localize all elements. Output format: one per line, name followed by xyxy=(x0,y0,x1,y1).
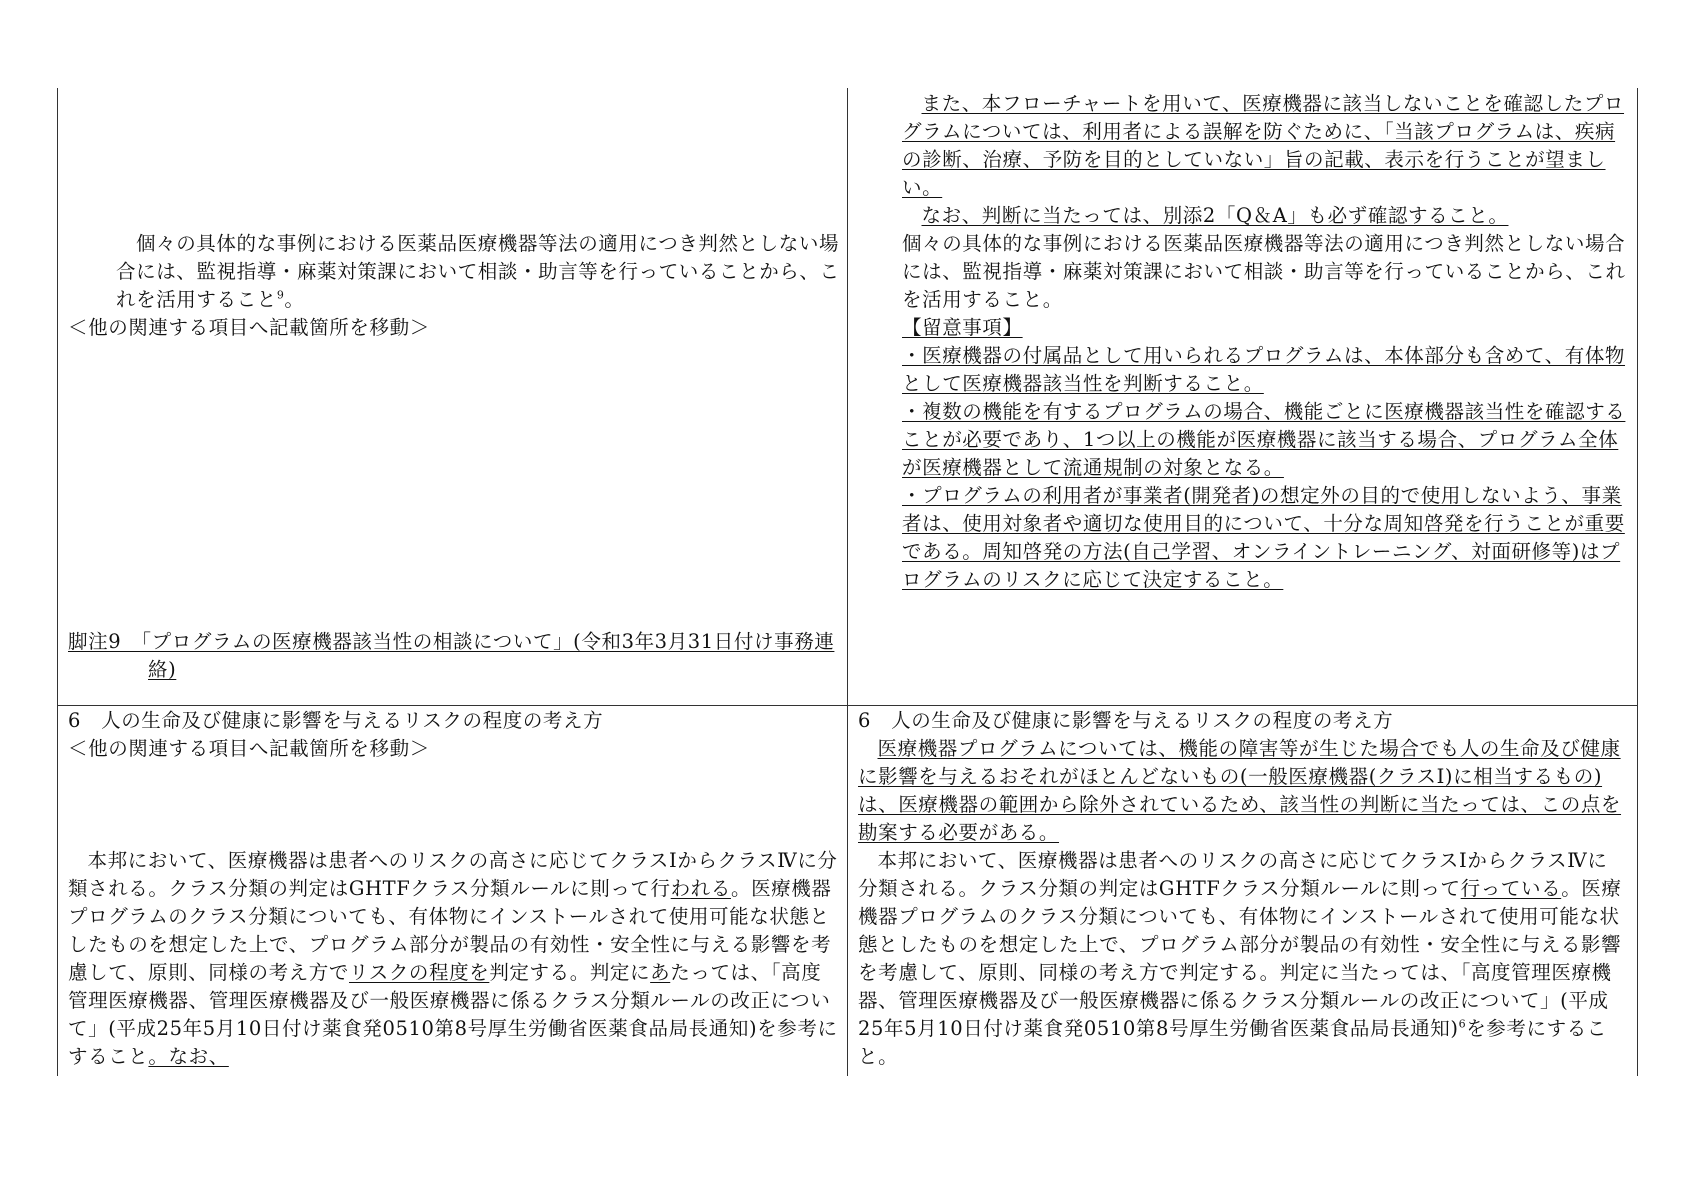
qa-reference-paragraph: なお、判断に当たっては、別添2「Q＆A」も必ず確認すること。 xyxy=(921,204,1509,227)
class-text-g: たっては、「高度管理医療機器、管理医療機器及び一般医療機器に係るクラス分類ルールの改正について」(平成25年5月10日付け薬食発0510第8号厚生労働省医薬食品局長通知)を参考にすること xyxy=(68,961,838,1068)
flowchart-paragraph: また、本フローチャートを用いて、医療機器に該当しないことを確認したプログラムについては、利用者による誤解を防ぐために、「当該プログラムは、疾病の診断、治療、予防を目的としていない」旨の記載、表示を行うことが望ましい。 xyxy=(902,92,1625,199)
consultation-end: 。 xyxy=(284,288,305,311)
top-left-cell xyxy=(68,230,840,342)
row-divider xyxy=(57,705,1638,706)
class-text-e: 判定する。判定に xyxy=(489,961,651,984)
note-accessory: ・医療機器の付属品として用いられるプログラムは、本体部分も含めて、有体物として医療機器該当性を判断すること。 xyxy=(902,344,1626,395)
consultation-text: 個々の具体的な事例における医薬品医療機器等法の適用につき判然としない場合には、監視指導・麻薬対策課において相談・助言等を行っていることから、これを活用すること xyxy=(116,232,840,311)
class-right-a: 本邦において、医療機器は患者へのリスクの高さに応じてクラスⅠからクラスⅣに分類される。クラス分類の判定はGHTFクラス分類ルールに則って xyxy=(858,849,1608,900)
class-paragraph-right xyxy=(858,847,1627,1071)
exclusion-paragraph: 医療機器プログラムについては、機能の障害等が生じた場合でも人の生命及び健康に影響を与えるおそれがほとんどないもの(一般医療機器(クラスⅠ)に相当するもの)は、医療機器の範囲から除外されているため、該当性の判断に当たっては、この点を勘案する必要がある。 xyxy=(858,737,1622,844)
bottom-right-cell xyxy=(858,707,1627,1071)
moved-note: ＜他の関連する項目へ記載箇所を移動＞ xyxy=(68,316,430,339)
bottom-left-cell xyxy=(68,707,840,1071)
consultation-paragraph-right: 個々の具体的な事例における医薬品医療機器等法の適用につき判然としない場合には、監視指導・麻薬対策課において相談・助言等を行っていることから、これを活用すること。 xyxy=(902,232,1626,311)
class-right-c: 。医療機器プログラムのクラス分類についても、有体物にインストールされて使用可能な状態としたものを想定した上で、プログラム部分が製品の有効性・安全性に与える影響を考慮して、原則、同様の考え方で判定する。判定に当たっては、「高度管理医療機器、管理医療機器及び一般医療機器に係るクラス分類ルールの改正について」(平成25年5月10日付け薬食発0510第8号厚生労働省医薬食品局長通知) xyxy=(858,877,1622,1040)
footnote-ref: 9 xyxy=(276,288,285,302)
footnote-9: 脚注9 「プログラムの医療機器該当性の相談について」(令和3年3月31日付け事務連絡) xyxy=(68,630,835,681)
class-text-f: あ xyxy=(650,961,671,984)
left-border xyxy=(57,88,58,1076)
section-6-heading-right: 6 人の生命及び健康に影響を与えるリスクの程度の考え方 xyxy=(858,709,1394,732)
section-6-heading-left: 6 人の生命及び健康に影響を与えるリスクの程度の考え方 xyxy=(68,709,604,732)
notes-heading: 【留意事項】 xyxy=(902,316,1023,339)
footnote-ref-6: 6 xyxy=(1458,1017,1467,1031)
footnote-cell xyxy=(68,628,840,684)
class-text-h: 。なお、 xyxy=(148,1045,229,1068)
note-user-awareness: ・プログラムの利用者が事業者(開発者)の想定外の目的で使用しないよう、事業者は、使用対象者や適切な使用目的について、十分な周知啓発を行うことが重要である。周知啓発の方法(自己学習、オンライントレーニング、対面研修等)はプログラムのリスクに応じて決定すること。 xyxy=(902,484,1625,591)
class-text-d: リスクの程度を xyxy=(349,961,490,984)
class-text-a: 本邦において、医療機器は患者へのリスクの高さに応じてクラスⅠからクラスⅣに分類される。クラス分類の判定はGHTFクラス分類ルールに則って行 xyxy=(68,849,838,900)
class-paragraph-left xyxy=(68,847,840,1071)
class-right-b: 行っている xyxy=(1460,877,1562,900)
class-text-b: われる xyxy=(670,877,731,900)
note-multiple-functions: ・複数の機能を有するプログラムの場合、機能ごとに医療機器該当性を確認することが必要であり、1つ以上の機能が医療機器に該当する場合、プログラム全体が医療機器として流通規制の対象となる。 xyxy=(902,400,1626,479)
consultation-paragraph xyxy=(68,230,840,314)
class-right-d: を参考にすること。 xyxy=(858,1017,1607,1068)
class-text-c: 。医療機器プログラムのクラス分類についても、有体物にインストールされて使用可能な状態としたものを想定した上で、プログラム部分が製品の有効性・安全性に与える影響を考慮して、原則、同様の考え方で xyxy=(68,877,832,984)
right-border xyxy=(1637,88,1638,1076)
moved-note-bottom: ＜他の関連する項目へ記載箇所を移動＞ xyxy=(68,737,430,760)
top-right-cell xyxy=(902,90,1627,594)
center-divider xyxy=(847,88,848,1076)
